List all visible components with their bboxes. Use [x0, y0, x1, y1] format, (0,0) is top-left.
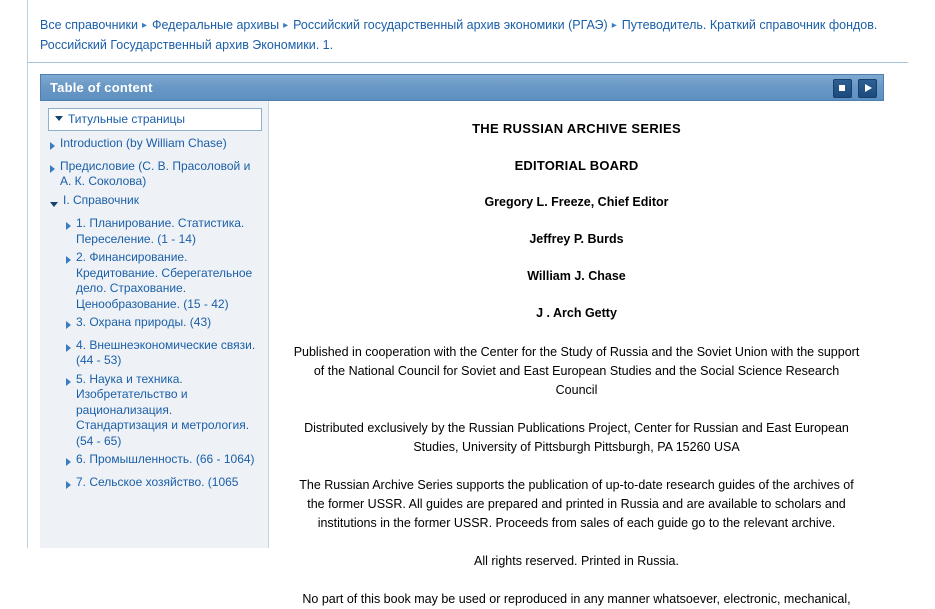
stop-square-icon: [839, 85, 845, 91]
toc-item-label: 7. Сельское хозяйство. (1065: [76, 474, 239, 489]
breadcrumb-divider: [28, 62, 908, 63]
breadcrumb-item-2[interactable]: Российский государственный архив экономики (РГАЭ): [293, 18, 608, 32]
toc-item-1-planning[interactable]: [48, 215, 262, 249]
document-title: THE RUSSIAN ARCHIVE SERIES: [472, 121, 681, 136]
editor-name: Gregory L. Freeze, Chief Editor: [484, 195, 669, 209]
table-of-content-title: Table of content: [50, 80, 153, 95]
toc-item-label: 2. Финансирование. Кредитование. Сберегательное дело. Страхование. Ценообразование. (15 - 42): [76, 250, 253, 311]
toc-item-6-industry[interactable]: [48, 451, 262, 474]
toc-item-label: 3. Охрана природы. (43): [76, 315, 212, 329]
chevron-right-icon: [66, 315, 76, 335]
toc-item-spravochnik[interactable]: [48, 192, 262, 216]
document-paragraph: No part of this book may be used or reproduced in any manner whatsoever, electronic, mechanical,: [302, 592, 851, 606]
header-button-group: [833, 79, 877, 98]
chevron-right-icon: [66, 475, 76, 495]
breadcrumb: [28, 16, 935, 55]
toc-sidebar[interactable]: [40, 101, 269, 548]
editor-name: William J. Chase: [527, 269, 626, 283]
toc-item-label: Предисловие (С. В. Прасоловой и А. К. Соколова): [60, 158, 251, 188]
toc-item-introduction[interactable]: [48, 135, 262, 158]
toc-item-label: 4. Внешнеэкономические связи. (44 - 53): [76, 337, 256, 367]
breadcrumb-separator-icon: ▸: [141, 20, 147, 31]
editor-name: J . Arch Getty: [536, 306, 617, 320]
breadcrumb-item-0[interactable]: Все справочники: [40, 18, 138, 32]
document-paragraph: Distributed exclusively by the Russian Publications Project, Center for Russian and East European Studies, University of Pittsburgh Pittsburgh, PA 15260 USA: [304, 421, 849, 454]
breadcrumb-item-1[interactable]: Федеральные архивы: [152, 18, 280, 32]
toc-item-7-agriculture[interactable]: [48, 474, 262, 497]
table-of-content-header: [40, 74, 884, 101]
document-paragraph: Published in cooperation with the Center for the Study of Russia and the Soviet Union with the support of the National Council for Soviet and East European Studies and the Social Science Research Council: [293, 345, 860, 397]
document-pane: [269, 101, 884, 606]
toc-item-label: Introduction (by William Chase): [60, 136, 227, 150]
toc-item-label: 5. Наука и техника. Изобретательство и рационализация. Стандартизация и метрология. (54 - 65): [76, 371, 250, 448]
play-triangle-icon: [865, 84, 872, 92]
toc-section-title-label: Титульные страницы: [68, 112, 186, 126]
toc-item-4-foreign-economic-relations[interactable]: [48, 337, 262, 371]
breadcrumb-separator-icon: ▸: [611, 20, 617, 31]
chevron-right-icon: [66, 338, 76, 358]
document-paragraph: The Russian Archive Series supports the publication of up-to-date research guides of the archives of the former USSR. All guides are prepared and printed in Russia and are available to scholars and institutions in the former USSR. Proceeds from sales of each guide go to the relevant archive.: [299, 478, 854, 530]
document-content: [269, 101, 884, 609]
stop-button[interactable]: [833, 79, 852, 98]
content-area: [40, 101, 884, 606]
document-subtitle: EDITORIAL BOARD: [514, 158, 639, 173]
toc-item-label: 1. Планирование. Статистика. Переселение. (1 - 14): [76, 216, 245, 246]
left-rail: [0, 0, 28, 548]
toc-section-title-pages[interactable]: [48, 108, 262, 131]
breadcrumb-item-3: Путеводитель. Краткий справочник фондов. Российский Государственный архив Экономики. 1.: [40, 18, 878, 52]
breadcrumb-separator-icon: ▸: [283, 20, 289, 31]
chevron-right-icon: [66, 216, 76, 236]
chevron-right-icon: [50, 136, 60, 156]
chevron-down-icon: [55, 116, 63, 121]
breadcrumb-wrapper: [28, 0, 935, 55]
editor-name: Jeffrey P. Burds: [529, 232, 624, 246]
chevron-right-icon: [66, 250, 76, 270]
chevron-right-icon: [66, 452, 76, 472]
document-paragraph: All rights reserved. Printed in Russia.: [474, 554, 679, 568]
toc-item-label: 6. Промышленность. (66 - 1064): [76, 452, 255, 466]
chevron-right-icon: [66, 372, 76, 392]
play-button[interactable]: [858, 79, 877, 98]
chevron-down-icon: [50, 193, 63, 214]
toc-item-5-science-and-technology[interactable]: [48, 371, 262, 452]
toc-item-preface[interactable]: [48, 158, 262, 192]
chevron-right-icon: [50, 159, 60, 179]
toc-list: [40, 101, 268, 496]
toc-item-3-nature-protection[interactable]: [48, 314, 262, 337]
toc-item-2-financing[interactable]: [48, 249, 262, 314]
toc-item-label: I. Справочник: [63, 192, 139, 207]
